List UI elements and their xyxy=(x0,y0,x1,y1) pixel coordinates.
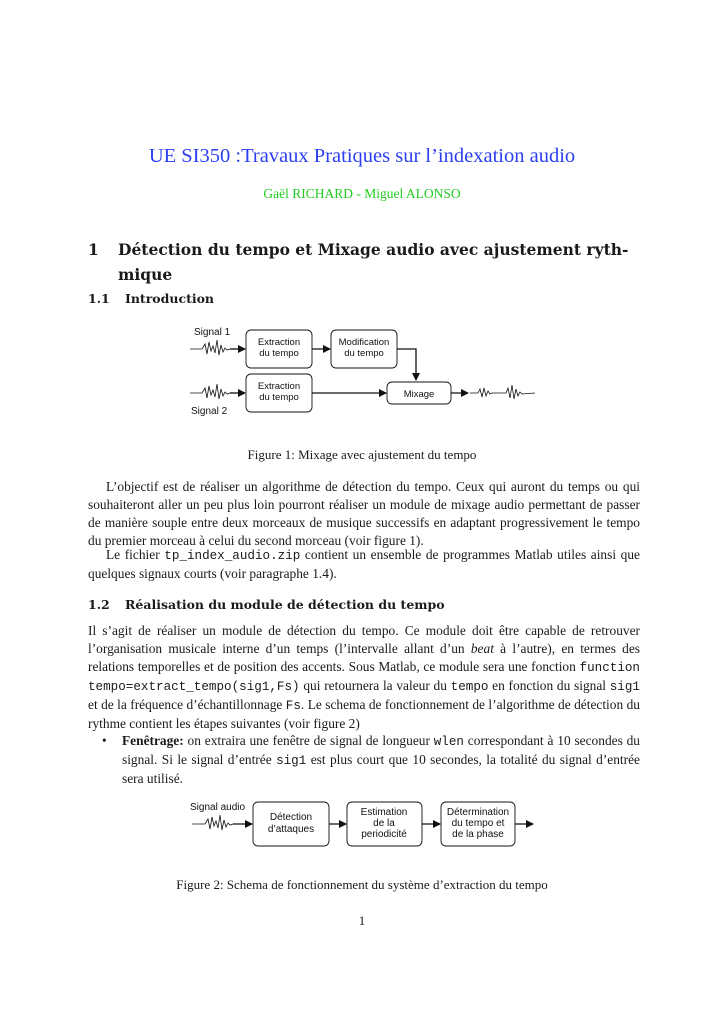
code-fs: Fs xyxy=(285,699,301,714)
figure-1-diagram xyxy=(180,322,550,422)
text: Le fichier xyxy=(106,547,165,562)
text: est plus court que 10 secondes, la totalité du signal d’entrée sera utilisé. xyxy=(122,752,641,787)
signal2-waveform xyxy=(190,384,230,399)
arrow xyxy=(397,349,416,380)
subsection-title: Réalisation du module de détection du tempo xyxy=(125,597,445,612)
section-title-line2: mique xyxy=(118,265,173,284)
code-wlen: wlen xyxy=(433,735,464,749)
box-label: d’attaques xyxy=(267,824,315,835)
code-sig1: sig1 xyxy=(276,754,307,769)
signal2-label: Signal 2 xyxy=(191,406,228,417)
box-label: Modification xyxy=(338,337,390,348)
box-label: Extraction xyxy=(257,381,301,392)
text: Il s’agit de réaliser un module de détection du tempo. Ce module doit être capable de retrouver l’organisation musicale interne d’un temps (l’intervalle allant d’un xyxy=(88,623,640,657)
intro-paragraph-1 xyxy=(88,478,640,550)
bullet-text xyxy=(122,732,640,788)
box-label: periodicité xyxy=(361,829,407,840)
box-label: Détection xyxy=(269,812,313,823)
text: qui retournera la valeur du xyxy=(299,678,451,694)
box-label: de la xyxy=(373,818,395,829)
intro-paragraph-2 xyxy=(88,546,640,583)
text: et de la fréquence d’échantillonnage xyxy=(88,697,286,713)
subsection-heading-realisation xyxy=(88,597,648,612)
text: correspondant à 10 secondes du signal. Si le signal d’entrée xyxy=(122,733,641,768)
text-italic: beat xyxy=(470,641,494,657)
signal-waveform xyxy=(192,815,233,830)
code-sig1: sig1 xyxy=(609,680,640,695)
signal-audio-label: Signal audio xyxy=(190,802,246,813)
box-label: Mixage xyxy=(403,389,435,400)
document-title: UE SI350 :Travaux Pratiques sur l’indexation audio xyxy=(148,145,576,167)
text: en fonction du signal xyxy=(488,678,610,694)
text: contient un ensemble de programmes Matlab utiles ainsi que quelques signaux courts (voir paragraphe 1.4). xyxy=(88,547,641,582)
code-tempo: tempo xyxy=(450,680,489,695)
section-number: 1 xyxy=(88,240,99,259)
page-number: 1 xyxy=(358,913,366,928)
box-label: du tempo xyxy=(259,348,299,359)
box-label: du tempo xyxy=(344,348,384,359)
box-label: de la phase xyxy=(452,829,504,840)
figure-2-caption: Figure 2: Schema de fonctionnement du système d’extraction du tempo xyxy=(176,877,548,892)
text: à l’autre), en termes des relations temporelles et de position des accents. Sous Matlab, ce module sera une fonction xyxy=(88,641,640,675)
subsection-number: 1.2 xyxy=(88,597,110,612)
box-label: Extraction xyxy=(257,337,301,348)
section-title xyxy=(118,237,628,287)
bullet-item-fenetrage xyxy=(104,732,640,788)
box-label: Détermination xyxy=(446,807,510,818)
signal1-label: Signal 1 xyxy=(194,327,231,338)
box-label: Estimation xyxy=(360,807,408,818)
figure-2-diagram xyxy=(185,798,545,858)
intro-paragraph-1-text: L’objectif est de réaliser un algorithme de détection du tempo. Ceux qui auront du temps ou qui souhaiteront aller un peu plus loin pourront réaliser un module de mixage audio permettant de passer de manière souple entre deux morceaux de musique successifs en adaptant progressivement le tempo du premier morceau à celui du second morceau (voir figure 1). xyxy=(88,479,640,549)
code-function: function tempo=extract_tempo(sig1,Fs) xyxy=(88,661,640,695)
subsection-heading-introduction xyxy=(88,291,648,306)
bullet-label: Fenêtrage: xyxy=(122,733,184,748)
document-authors: Gaël RICHARD - Miguel ALONSO xyxy=(263,186,461,201)
box-label: du tempo et xyxy=(451,818,505,829)
output-waveform xyxy=(470,385,535,399)
text: on extraira une fenêtre de signal de longueur xyxy=(183,733,434,748)
realisation-paragraph xyxy=(88,622,640,734)
signal1-waveform xyxy=(190,340,230,355)
subsection-number: 1.1 xyxy=(88,291,110,306)
text: . Le schema de fonctionnement de l’algorithme de détection du rythme contient les étapes suivantes (voir figure 2) xyxy=(88,697,640,732)
box-label: du tempo xyxy=(259,392,299,403)
section-heading xyxy=(88,237,648,287)
figure-1-caption: Figure 1: Mixage avec ajustement du tempo xyxy=(247,447,477,462)
bullet-dot: • xyxy=(102,733,107,748)
section-title-line1: Détection du tempo et Mixage audio avec ajustement ryth- xyxy=(118,240,629,259)
subsection-title: Introduction xyxy=(125,291,215,306)
filename-code: tp_index_audio.zip xyxy=(164,549,301,563)
